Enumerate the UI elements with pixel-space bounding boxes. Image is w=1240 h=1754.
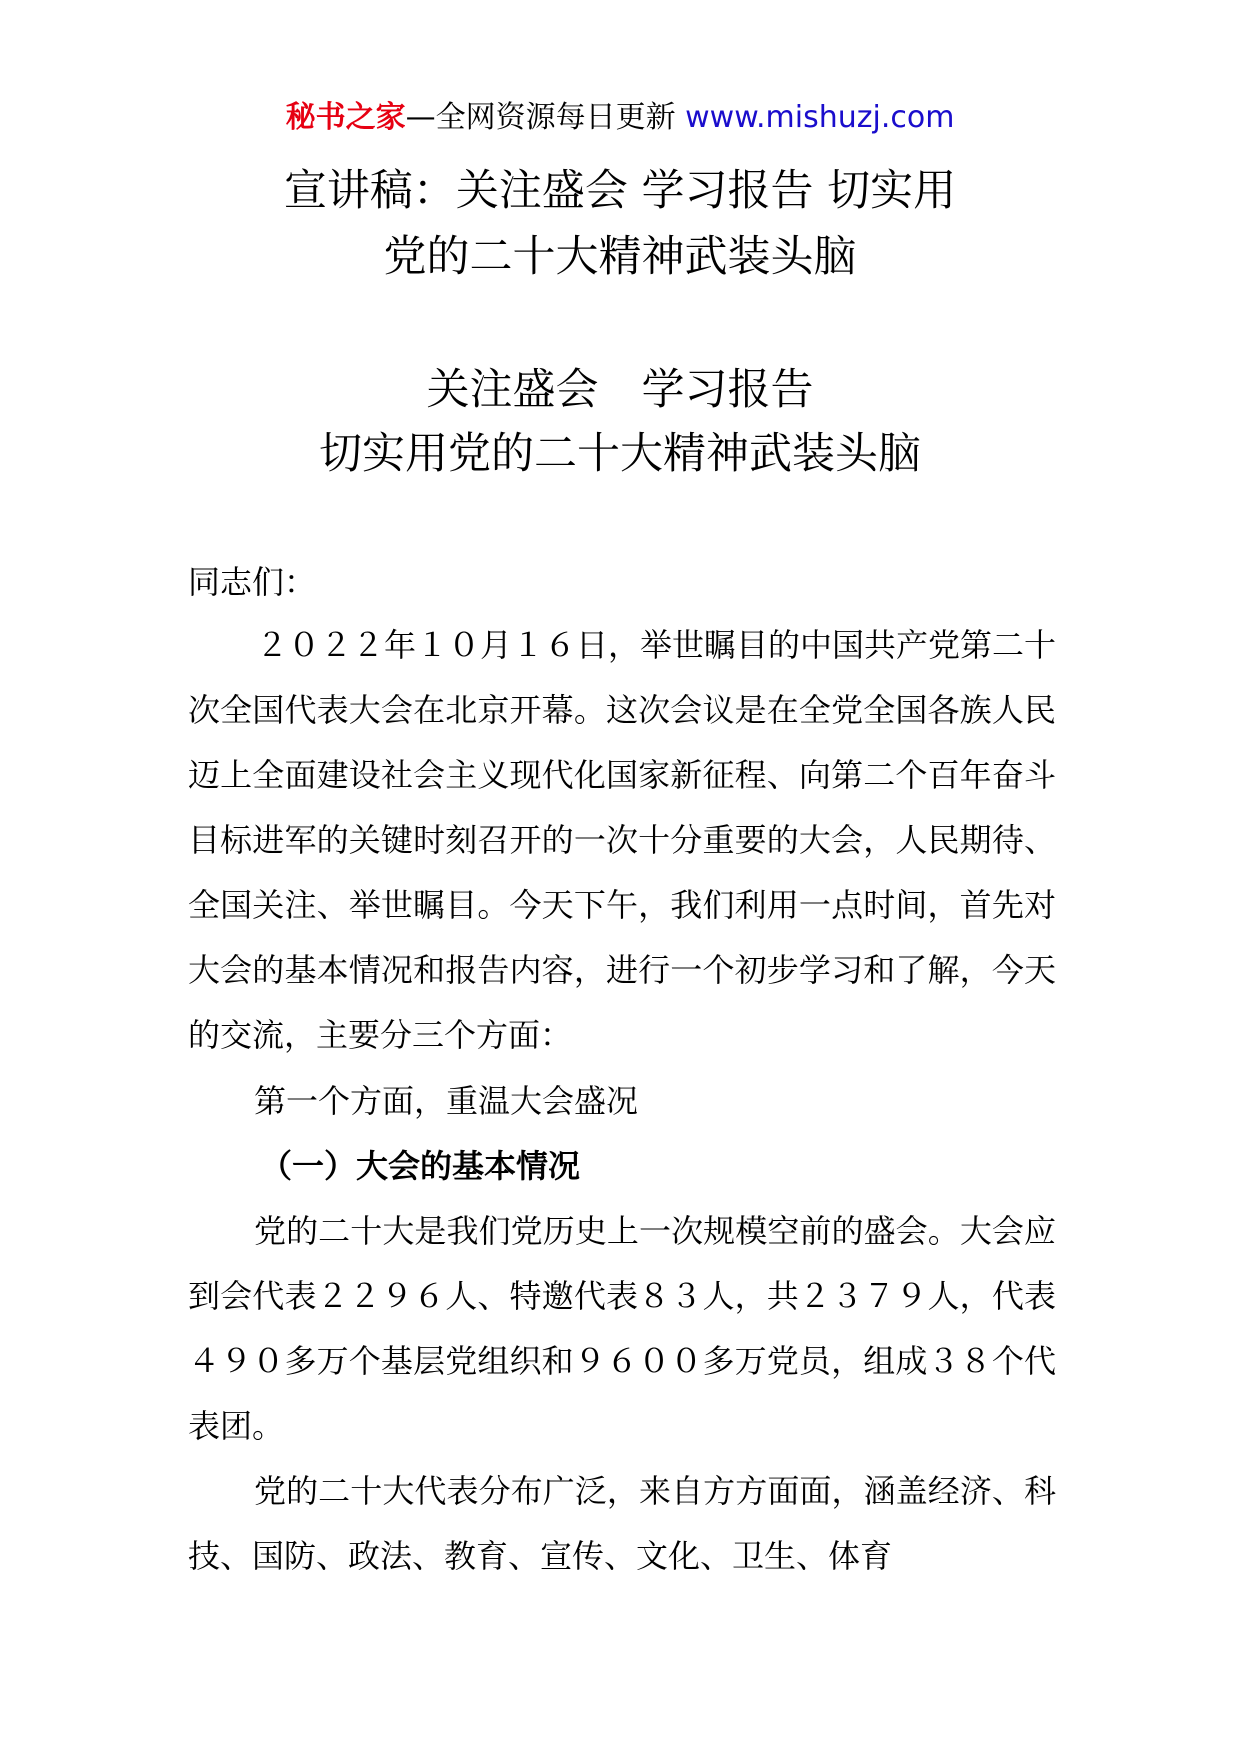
speech-title-line-1: 关注盛会 学习报告 [426, 365, 814, 415]
paragraph-delegates: 党的二十大代表分布广泛，来自方方面面，涵盖经济、科技、国防、政法、教育、宣传、文化、卫生、体育 [188, 1472, 1056, 1575]
subsection-heading: （一）大会的基本情况 [260, 1147, 581, 1185]
document-title-line-2: 党的二十大精神武装头脑 [383, 232, 857, 282]
speech-title-line-2: 切实用党的二十大精神武装头脑 [319, 429, 921, 479]
paragraph-opening: ２０２２年１０月１６日，举世瞩目的中国共产党第二十次全国代表大会在北京开幕。这次会议是在全党全国各族人民迈上全面建设社会主义现代化国家新征程、向第二个百年奋斗目标进军的关键时刻召开的一次十分重要的大会，人民期待、全国关注、举世瞩目。今天下午，我们利用一点时间，首先对大会的基本情况和报告内容，进行一个初步学习和了解，今天的交流，主要分三个方面： [188, 626, 1057, 1054]
brand-name: 秘书之家 [285, 100, 406, 135]
site-url-link[interactable]: www.mishuzj.com [685, 100, 955, 135]
section-heading: 第一个方面，重温大会盛况 [254, 1082, 639, 1120]
site-header [0, 98, 1240, 138]
header-tagline: —全网资源每日更新 [405, 100, 686, 135]
document-title-line-1: 宣讲稿：关注盛会 学习报告 切实用 [283, 166, 957, 216]
salutation: 同志们： [188, 563, 317, 601]
paragraph-basic-info: 党的二十大是我们党历史上一次规模空前的盛会。大会应到会代表２２９６人、特邀代表８３人，共２３７９人，代表４９０多万个基层党组织和９６００多万党员，组成３８个代表团。 [188, 1212, 1056, 1445]
